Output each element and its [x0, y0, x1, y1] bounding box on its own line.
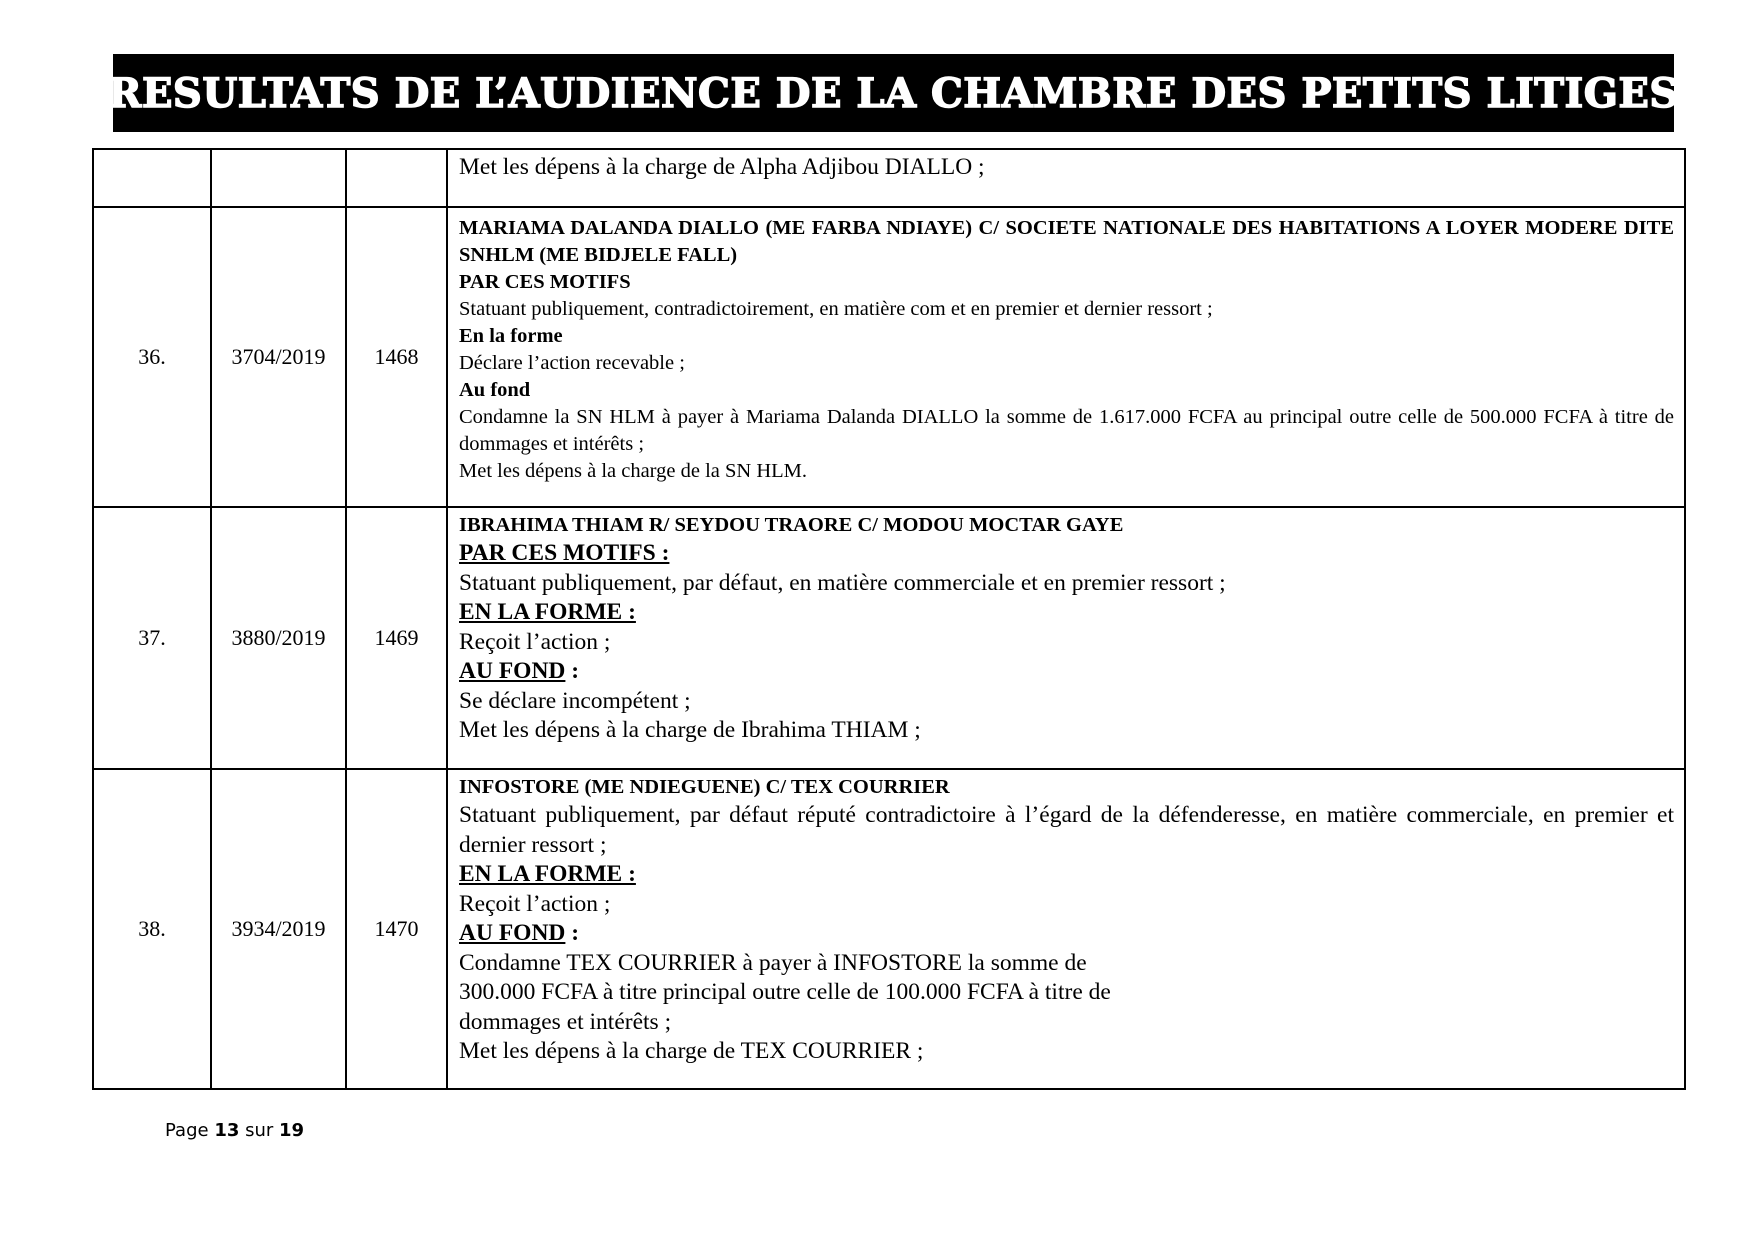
registry-number: 1469 [346, 507, 447, 769]
motifs-heading: PAR CES MOTIFS [459, 271, 631, 293]
form-heading: EN LA FORME : [459, 599, 636, 625]
merits-heading-line [459, 919, 1674, 949]
costs-line: Met les dépens à la charge de Ibrahima THIAM ; [459, 717, 921, 743]
row-number: 36. [93, 207, 211, 507]
table-row [93, 769, 1685, 1089]
merits-heading-colon: : [565, 658, 580, 684]
case-parties: INFOSTORE (ME NDIEGUENE) C/ TEX COURRIER [459, 776, 950, 798]
row-number: 37. [93, 507, 211, 769]
case-reference [211, 149, 346, 207]
motifs-heading: PAR CES MOTIFS : [459, 540, 670, 566]
costs-line: Met les dépens à la charge de TEX COURRIER ; [459, 1038, 924, 1064]
form-ruling: Reçoit l’action ; [459, 628, 611, 655]
decision-cell [447, 507, 1685, 769]
costs-line: Met les dépens à la charge de la SN HLM. [459, 460, 808, 482]
case-parties: MARIAMA DALANDA DIALLO (ME FARBA NDIAYE) C/ SOCIETE NATIONALE DES HABITATIONS A LOYER MODERE DITE SNHLM (ME BIDJELE FALL) [459, 217, 1674, 266]
merits-ruling: Se déclare incompétent ; [459, 687, 691, 714]
registry-number: 1470 [346, 769, 447, 1089]
title-banner [108, 54, 1679, 132]
case-reference: 3880/2019 [211, 507, 346, 769]
merits-heading-colon: : [565, 920, 580, 946]
row-number: 38. [93, 769, 211, 1089]
case-reference: 3704/2019 [211, 207, 346, 507]
case-parties: IBRAHIMA THIAM R/ SEYDOU TRAORE C/ MODOU MOCTAR GAYE [459, 514, 1124, 536]
merits-ruling: Condamne la SN HLM à payer à Mariama Dalanda DIALLO la somme de 1.617.000 FCFA au principal outre celle de 500.000 FCFA à titre de dommages et intérêts ; [459, 406, 1674, 455]
form-ruling: Déclare l’action recevable ; [459, 352, 685, 374]
merits-ruling-line-2: 300.000 FCFA à titre principal outre celle de 100.000 FCFA à titre de [459, 979, 1111, 1005]
total-pages: 19 [279, 1120, 305, 1141]
decision-cell [447, 149, 1685, 207]
ruling-statement: Statuant publiquement, contradictoirement, en matière com et en premier et dernier ressort ; [459, 298, 1213, 320]
merits-heading: AU FOND [459, 920, 566, 946]
form-heading: En la forme [459, 325, 563, 347]
merits-heading-line [459, 657, 1674, 687]
current-page: 13 [214, 1120, 240, 1141]
merits-heading: Au fond [459, 379, 531, 401]
page-title: RESULTATS DE L’AUDIENCE DE LA CHAMBRE DES PETITS LITIGES [108, 69, 1679, 117]
merits-heading: AU FOND [459, 658, 566, 684]
form-heading: EN LA FORME : [459, 861, 636, 887]
form-ruling: Reçoit l’action ; [459, 890, 611, 917]
costs-line: Met les dépens à la charge de Alpha Adjibou DIALLO ; [459, 154, 985, 180]
merits-ruling-line-1: Condamne TEX COURRIER à payer à INFOSTORE la somme de [459, 949, 1087, 976]
case-reference: 3934/2019 [211, 769, 346, 1089]
page-footer [165, 1120, 304, 1141]
merits-ruling-line-3: dommages et intérêts ; [459, 1008, 672, 1035]
decision-cell [447, 769, 1685, 1089]
table-row [93, 149, 1685, 207]
table-row [93, 207, 1685, 507]
table-row [93, 507, 1685, 769]
results-table [92, 148, 1686, 1090]
row-number [93, 149, 211, 207]
page-separator: sur [245, 1120, 274, 1141]
decision-cell [447, 207, 1685, 507]
registry-number: 1468 [346, 207, 447, 507]
ruling-statement: Statuant publiquement, par défaut réputé contradictoire à l’égard de la défenderesse, en matière commerciale, en premier et dernier ressort ; [459, 802, 1674, 858]
ruling-statement: Statuant publiquement, par défaut, en matière commerciale et en premier ressort ; [459, 569, 1226, 596]
registry-number [346, 149, 447, 207]
page-label: Page [165, 1120, 209, 1141]
